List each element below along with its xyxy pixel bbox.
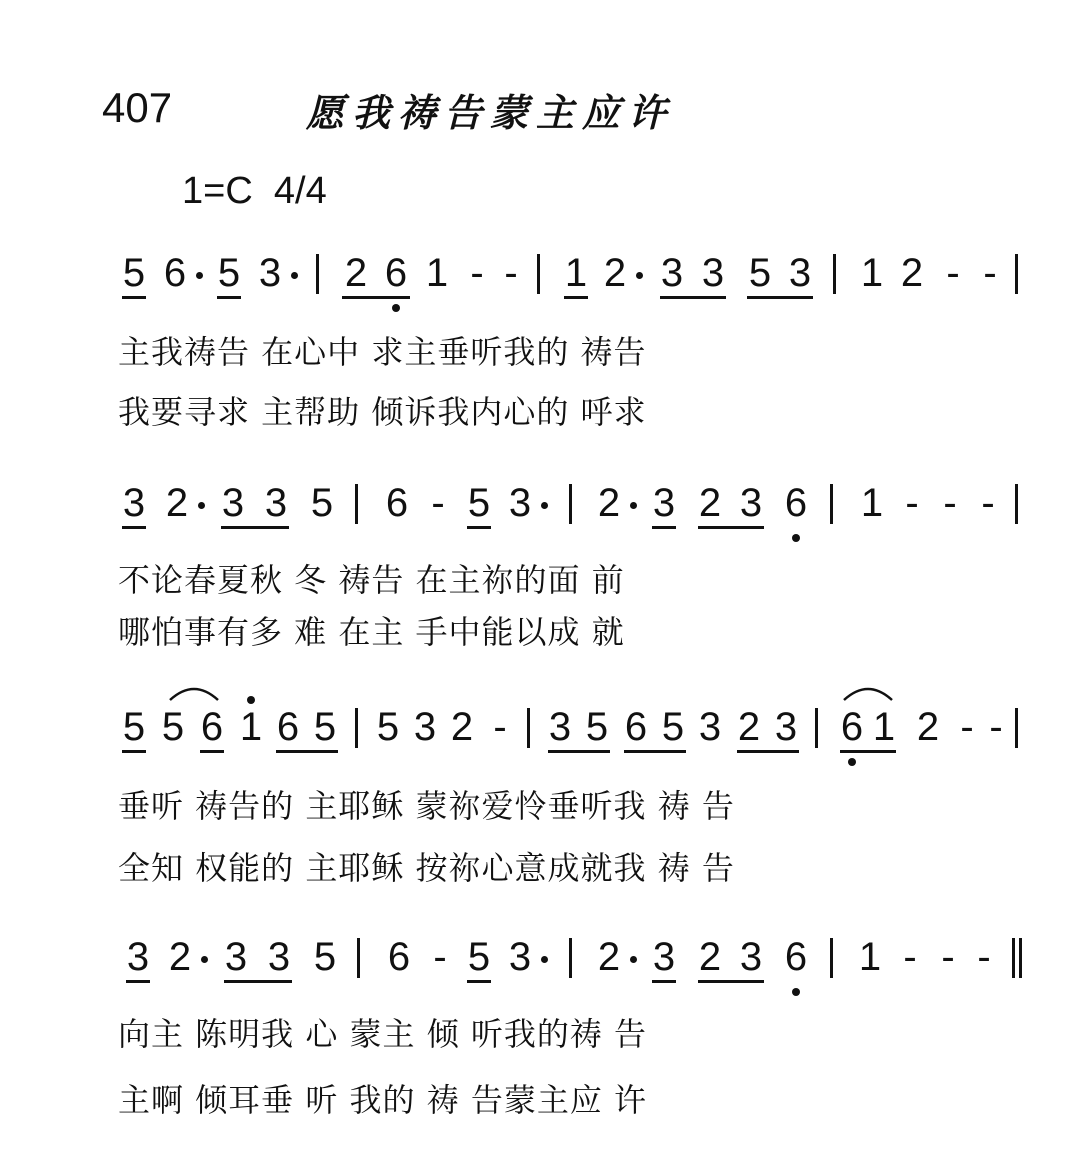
barline <box>833 254 836 294</box>
rest-dash: - <box>433 935 447 979</box>
note: 3 <box>698 705 722 749</box>
note: 1 <box>425 251 449 295</box>
augmentation-dot <box>636 272 643 279</box>
lyric-line: 我要寻求 主帮助 倾诉我内心的 呼求 <box>118 393 647 431</box>
rest-dash: - <box>470 251 484 295</box>
rest-dash: - <box>493 705 507 749</box>
low-octave-dot <box>792 988 800 996</box>
note: 5 <box>661 705 685 749</box>
note: 1 <box>564 251 588 295</box>
eighth-underline <box>652 980 676 983</box>
eighth-underline <box>737 750 799 753</box>
hymn-number: 407 <box>102 84 173 131</box>
augmentation-dot <box>196 272 203 279</box>
note: 5 <box>217 251 241 295</box>
note: 3 <box>126 935 150 979</box>
note: 3 <box>652 481 676 525</box>
note: 6 <box>200 705 224 749</box>
note: 1 <box>860 481 884 525</box>
low-octave-dot <box>848 758 856 766</box>
note: 2 <box>597 935 621 979</box>
note: 3 <box>221 481 245 525</box>
key-time-signature: 1=C 4/4 <box>182 170 327 212</box>
barline <box>316 254 319 294</box>
note: 3 <box>548 705 572 749</box>
augmentation-dot <box>541 956 548 963</box>
eighth-underline <box>200 750 224 753</box>
rest-dash: - <box>983 251 997 295</box>
slur-mark <box>166 682 222 702</box>
note: 5 <box>467 481 491 525</box>
barline <box>527 708 530 748</box>
barline <box>569 938 572 978</box>
rest-dash: - <box>941 935 955 979</box>
note: 2 <box>450 705 474 749</box>
rest-dash: - <box>943 481 957 525</box>
note: 6 <box>384 251 408 295</box>
eighth-underline <box>840 750 896 753</box>
note: 1 <box>860 251 884 295</box>
note: 5 <box>161 705 185 749</box>
barline <box>357 938 360 978</box>
lyric-line: 主我祷告 在心中 求主垂听我的 祷告 <box>118 333 647 371</box>
eighth-underline <box>217 296 241 299</box>
note: 3 <box>701 251 725 295</box>
note: 3 <box>739 481 763 525</box>
note: 3 <box>258 251 282 295</box>
augmentation-dot <box>198 502 205 509</box>
final-double-barline <box>1012 938 1022 978</box>
note: 1 <box>858 935 882 979</box>
note: 3 <box>660 251 684 295</box>
note: 2 <box>603 251 627 295</box>
augmentation-dot <box>630 502 637 509</box>
low-octave-dot <box>792 534 800 542</box>
note: 2 <box>597 481 621 525</box>
rest-dash: - <box>903 935 917 979</box>
note: 3 <box>739 935 763 979</box>
note: 6 <box>784 481 808 525</box>
note: 2 <box>698 935 722 979</box>
notation-row-3 <box>0 702 1078 766</box>
note: 5 <box>467 935 491 979</box>
barline <box>355 708 358 748</box>
note: 5 <box>376 705 400 749</box>
note: 1 <box>872 705 896 749</box>
eighth-underline <box>221 526 289 529</box>
eighth-underline <box>122 296 146 299</box>
note: 6 <box>276 705 300 749</box>
low-octave-dot <box>392 304 400 312</box>
eighth-underline <box>747 296 813 299</box>
eighth-underline <box>564 296 588 299</box>
lyric-line: 哪怕事有多 难 在主 手中能以成 就 <box>118 613 625 651</box>
notation-row-1 <box>0 248 1078 312</box>
eighth-underline <box>652 526 676 529</box>
note: 3 <box>774 705 798 749</box>
eighth-underline <box>126 980 150 983</box>
note: 6 <box>385 481 409 525</box>
lyric-line: 向主 陈明我 心 蒙主 倾 听我的祷 告 <box>118 1015 648 1053</box>
lyric-line: 不论春夏秋 冬 祷告 在主祢的面 前 <box>118 561 625 599</box>
note: 5 <box>122 705 146 749</box>
note: 6 <box>387 935 411 979</box>
barline <box>830 484 833 524</box>
note: 6 <box>784 935 808 979</box>
barline <box>569 484 572 524</box>
augmentation-dot <box>630 956 637 963</box>
barline <box>830 938 833 978</box>
note: 5 <box>585 705 609 749</box>
rest-dash: - <box>946 251 960 295</box>
rest-dash: - <box>977 935 991 979</box>
eighth-underline <box>224 980 292 983</box>
note: 3 <box>788 251 812 295</box>
eighth-underline <box>698 526 764 529</box>
eighth-underline <box>467 526 491 529</box>
eighth-underline <box>624 750 686 753</box>
eighth-underline <box>660 296 726 299</box>
note: 3 <box>508 935 532 979</box>
note: 2 <box>916 705 940 749</box>
eighth-underline <box>122 526 146 529</box>
high-octave-dot <box>247 696 255 704</box>
barline <box>1015 708 1018 748</box>
hymn-title: 愿我祷告蒙主应许 <box>306 91 675 135</box>
note: 5 <box>313 935 337 979</box>
eighth-underline <box>467 980 491 983</box>
slur-mark <box>840 682 896 702</box>
notation-row-4 <box>0 932 1078 996</box>
note: 3 <box>508 481 532 525</box>
eighth-underline <box>548 750 610 753</box>
augmentation-dot <box>291 272 298 279</box>
note: 2 <box>737 705 761 749</box>
eighth-underline <box>122 750 146 753</box>
note: 5 <box>313 705 337 749</box>
note: 2 <box>698 481 722 525</box>
note: 1 <box>239 705 263 749</box>
note: 6 <box>840 705 864 749</box>
note: 3 <box>413 705 437 749</box>
barline <box>815 708 818 748</box>
barline <box>537 254 540 294</box>
note: 2 <box>344 251 368 295</box>
note: 6 <box>163 251 187 295</box>
note: 3 <box>224 935 248 979</box>
lyric-line: 全知 权能的 主耶稣 按祢心意成就我 祷 告 <box>118 849 735 887</box>
augmentation-dot <box>201 956 208 963</box>
augmentation-dot <box>541 502 548 509</box>
barline <box>1015 484 1018 524</box>
eighth-underline <box>698 980 764 983</box>
barline <box>1015 254 1018 294</box>
notation-row-2 <box>0 478 1078 542</box>
note: 3 <box>652 935 676 979</box>
rest-dash: - <box>431 481 445 525</box>
note: 5 <box>310 481 334 525</box>
note: 5 <box>122 251 146 295</box>
note: 3 <box>264 481 288 525</box>
rest-dash: - <box>504 251 518 295</box>
eighth-underline <box>276 750 338 753</box>
rest-dash: - <box>989 705 1003 749</box>
note: 2 <box>165 481 189 525</box>
note: 2 <box>168 935 192 979</box>
lyric-line: 垂听 祷告的 主耶稣 蒙祢爱怜垂听我 祷 告 <box>118 787 735 825</box>
lyric-line: 主啊 倾耳垂 听 我的 祷 告蒙主应 许 <box>118 1081 648 1119</box>
rest-dash: - <box>905 481 919 525</box>
note: 3 <box>122 481 146 525</box>
eighth-underline <box>342 296 410 299</box>
rest-dash: - <box>960 705 974 749</box>
note: 6 <box>624 705 648 749</box>
note: 5 <box>748 251 772 295</box>
barline <box>355 484 358 524</box>
rest-dash: - <box>981 481 995 525</box>
note: 3 <box>267 935 291 979</box>
note: 2 <box>900 251 924 295</box>
